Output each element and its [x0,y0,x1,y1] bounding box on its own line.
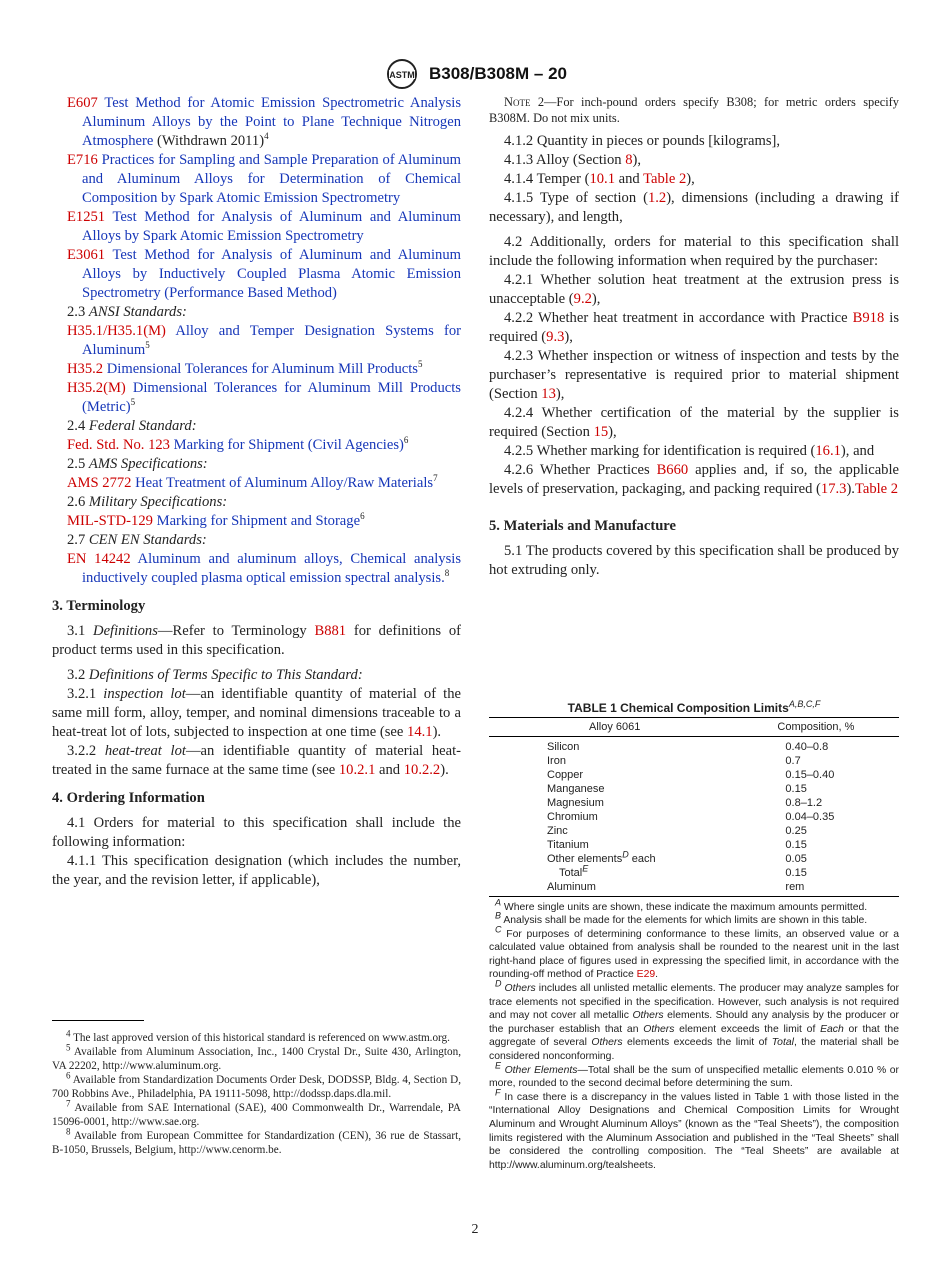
para-4-1: 4.1 Orders for material to this specification shall include the following information: [52,815,461,850]
section-5-heading: 5. Materials and Manufacture [489,518,676,534]
para-4-1-5: 4.1.5 Type of section (1.2), dimensions (including a drawing if necessary), and length, [489,190,899,225]
section-2-3: 2.3 ANSI Standards: [67,304,187,320]
table-row: Other elements$^D$ each 0.05 [547,848,807,865]
table-footnote-a: $^A$ Where single units are shown, these indicate the maximum amounts permitted. [495,897,868,913]
table-title: TABLE 1 Chemical Composition Limits$^{A,B,C,F}$ [567,699,821,715]
svg-text:ASTM: ASTM [389,70,415,80]
section-2-5: 2.5 AMS Specifications: [67,456,208,472]
footnote-7: $^7$ Available from SAE International (SAE), 400 Commonwealth Dr., Warrendale, PA 15096-0001, http://www.sae.org. [52,1098,461,1128]
para-4-2: 4.2 Additionally, orders for material to this specification shall include the following information when required by the purchaser: [489,234,899,269]
left-column [52,94,461,890]
section-4-heading: 4. Ordering Information [52,790,205,806]
footnote-8: $^8$ Available from European Committee for Standardization (CEN), 36 rue de Stassart, B-1050, Brussels, Belgium, http://www.cenorm.be. [52,1126,461,1156]
ref-e607: E607 Test Method for Atomic Emission Spectrometric Analysis Aluminum Alloys by the Point to Plane Technique Nitrogen Atmosphere (Withdrawn 2011)$^4$ [67,95,461,149]
ref-ams-2772: AMS 2772 Heat Treatment of Aluminum Alloy/Raw Materials$^7$ [67,473,438,491]
page-number: 2 [471,1222,479,1237]
section-2-7: 2.7 CEN EN Standards: [67,532,207,548]
astm-logo-icon [383,58,421,90]
section-2-6: 2.6 Military Specifications: [67,494,228,510]
table-footnote-c: $^C$ For purposes of determining conformance to these limits, an observed value or a calculated value obtained from analysis shall be rounded to the nearest unit in the last right-hand place of figures used in expressing the specified limit, in accordance with the rounding-off method of Practice E29. [489,924,899,981]
table-row: Chromium 0.04–0.35 [547,810,835,823]
para-4-2-5: 4.2.5 Whether marking for identification is required (16.1), and [504,443,875,459]
ref-h35-2m: H35.2(M) Dimensional Tolerances for Aluminum Mill Products (Metric)$^5$ [67,380,461,415]
note-2: Note 2—For inch-pound orders specify B308; for metric orders specify B308M. Do not mix units. [489,95,899,125]
footnotes [52,1020,461,1157]
para-4-2-2: 4.2.2 Whether heat treatment in accordance with Practice B918 is required (9.3), [489,310,900,345]
table-row: Titanium 0.15 [547,838,807,851]
ref-h35-2: H35.2 Dimensional Tolerances for Aluminum Mill Products$^5$ [67,359,423,377]
ref-e716: E716 Practices for Sampling and Sample Preparation of Aluminum and Aluminum Alloys for Determination of Chemical Composition by Spark Atomic Emission Spectrometry [67,152,461,206]
ref-e1251: E1251 Test Method for Analysis of Aluminum and Aluminum Alloys by Spark Atomic Emission Spectrometry [67,209,462,244]
table-row: Aluminum rem [489,880,899,897]
para-3-2-1: 3.2.1 inspection lot—an identifiable quantity of material of the same mill form, alloy, temper, and nominal dimensions traceable to a heat-treat lot of lots, subjected to inspection at one time (see 14.1). [52,686,461,740]
para-4-1-2: 4.1.2 Quantity in pieces or pounds [kilograms], [504,133,781,149]
ref-h35-1: H35.1/H35.1(M) Alloy and Temper Designation Systems for Aluminum$^5$ [67,323,461,358]
table-row: Copper 0.15–0.40 [547,768,835,781]
ref-en-14242: EN 14242 Aluminum and aluminum alloys, Chemical analysis inductively coupled plasma optical emission spectral analysis.$^8$ [67,551,461,586]
table-footnote-f: $^F$ In case there is a discrepancy in the values listed in Table 1 with those listed in the “International Alloy Designations and Chemical Composition Limits for Wrought Aluminum and Wrought Aluminum Alloys” (known as the “Teal Sheets”), the composition limits registered with the Aluminum Association and published in the “Teal Sheets” shall be considered the controlling composition. The “Teal Sheets” are available at http://www.aluminum.org/tealsheets. [489,1087,899,1171]
para-4-2-6: 4.2.6 Whether Practices B660 applies and, if so, the applicable levels of preservation, packaging, and packing required (17.3).Table 2 [489,462,900,497]
table-row: Silicon 0.40–0.8 [547,740,829,753]
table-1 [489,701,899,1172]
col-composition-header: Composition, % [705,718,899,737]
section-2-4: 2.4 Federal Standard: [67,418,197,434]
para-5-1: 5.1 The products covered by this specification shall be produced by hot extruding only. [489,543,899,578]
footnote-5: $^5$ Available from Aluminum Association, Inc., 1400 Crystal Dr., Suite 430, Arlington, VA 22202, http://www.aluminum.org. [52,1042,461,1072]
table-footnote-b: $^B$ Analysis shall be made for the elements for which limits are shown in this table. [495,910,868,927]
table-row: Iron 0.7 [547,754,801,767]
right-column [489,94,899,580]
table-row: Manganese 0.15 [547,782,807,795]
table-row: Zinc 0.25 [547,824,807,837]
para-3-2: 3.2 Definitions of Terms Specific to This Standard: [67,667,363,683]
document-designation: B308/B308M – 20 [429,64,567,83]
para-3-2-2: 3.2.2 heat-treat lot—an identifiable quantity of material heat-treated in the same furnace at the same time (see 10.2.1 and 10.2.2). [52,743,462,778]
para-4-2-1: 4.2.1 Whether solution heat treatment at the extrusion press is unacceptable (9.2), [489,272,899,307]
table-footnote-e: $^E$ Other Elements—Total shall be the sum of unspecified metallic elements 0.010 % or more, rounded to the second decimal before determining the sum. [489,1060,899,1090]
page-header [0,58,950,90]
table-row: Total$^E$ 0.15 [559,862,807,879]
col-alloy-header: Alloy 6061 [489,718,705,737]
ref-e3061: E3061 Test Method for Analysis of Aluminum and Aluminum Alloys by Inductively Coupled Plasma Atomic Emission Spectrometry (Performance Based Method) [67,247,462,301]
section-3-heading: 3. Terminology [52,598,146,614]
footnote-6: $^6$ Available from Standardization Documents Order Desk, DODSSP, Bldg. 4, Section D, 700 Robbins Ave., Philadelphia, PA 19111-5098, http://dodssp.daps.dla.mil. [52,1070,461,1100]
footnote-4: $^4$ The last approved version of this historical standard is referenced on www.astm.org. [66,1028,450,1044]
ref-fed-std-123: Fed. Std. No. 123 Marking for Shipment (Civil Agencies)$^6$ [67,435,409,453]
para-4-1-1: 4.1.1 This specification designation (which includes the number, the year, and the revision letter, if applicable), [52,853,461,888]
table-footnote-d: $^D$ Others includes all unlisted metallic elements. The producer may analyze samples for trace elements not specified in the specification. However, such analysis is not required and may not cover all metallic Others elements. Should any analysis by the producer or the purchaser establish that an Others element exceeds the limit of Each or that the aggregate of several Others elements exceeds the limit of Total, the material shall be considered nonconforming. [489,978,900,1063]
para-4-2-4: 4.2.4 Whether certification of the material by the supplier is required (Section 15), [489,405,899,440]
para-3-1: 3.1 Definitions—Refer to Terminology B881 for definitions of product terms used in this specification. [52,623,462,658]
para-4-1-3: 4.1.3 Alloy (Section 8), [504,152,642,168]
composition-table [489,717,899,897]
para-4-2-3: 4.2.3 Whether inspection or witness of inspection and tests by the purchaser’s representative is required prior to material shipment (Section 13), [489,348,899,402]
ref-mil-std-129: MIL-STD-129 Marking for Shipment and Storage$^6$ [67,511,365,529]
para-4-1-4: 4.1.4 Temper (10.1 and Table 2), [504,171,695,187]
table-row: Magnesium 0.8–1.2 [547,796,823,809]
